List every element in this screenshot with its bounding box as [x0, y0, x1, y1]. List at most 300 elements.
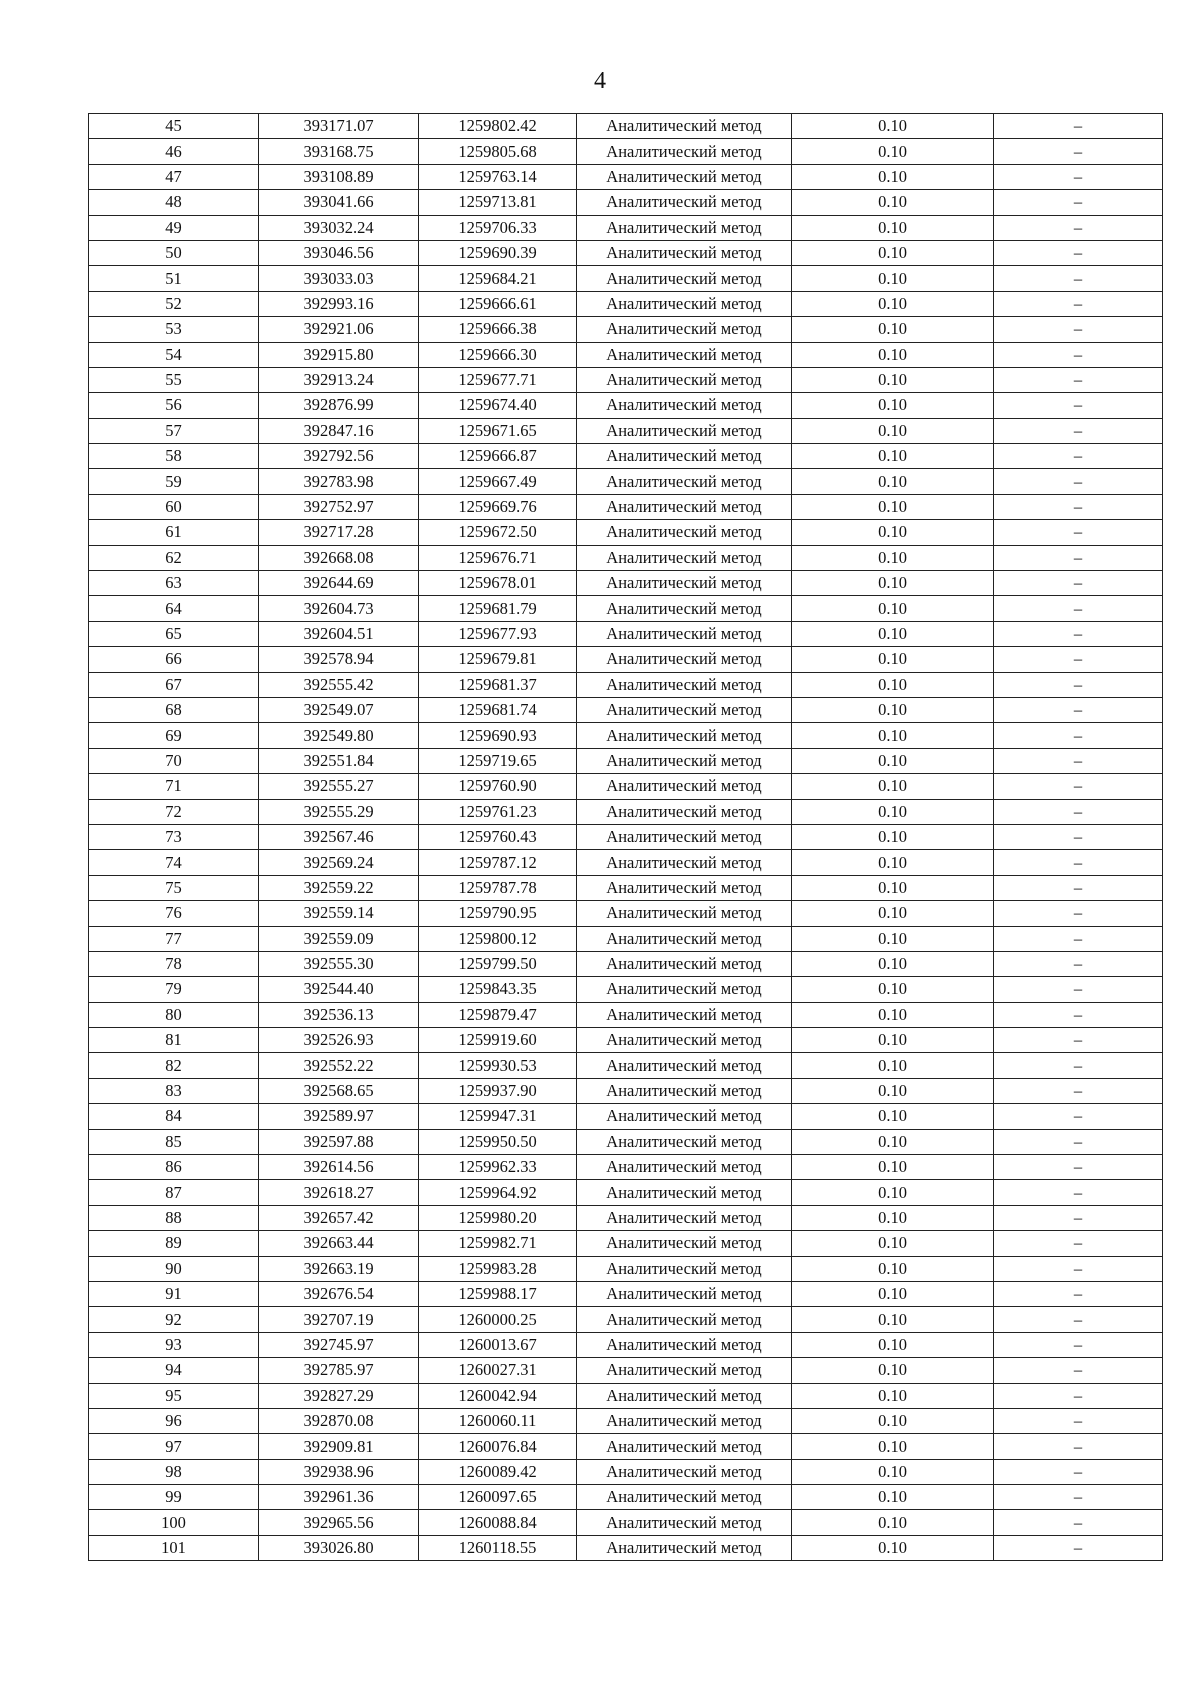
y-coordinate-cell: 1259666.38 [419, 317, 577, 342]
y-coordinate-cell: 1259677.93 [419, 621, 577, 646]
accuracy-cell: 0.10 [792, 1129, 994, 1154]
point-number-cell: 85 [89, 1129, 259, 1154]
note-cell: – [994, 571, 1163, 596]
note-cell: – [994, 1231, 1163, 1256]
accuracy-cell: 0.10 [792, 520, 994, 545]
method-cell: Аналитический метод [577, 1434, 792, 1459]
note-cell: – [994, 291, 1163, 316]
y-coordinate-cell: 1259937.90 [419, 1078, 577, 1103]
note-cell: – [994, 621, 1163, 646]
method-cell: Аналитический метод [577, 672, 792, 697]
table-row [89, 697, 1163, 722]
coordinates-table-body [89, 114, 1163, 1561]
table-row [89, 317, 1163, 342]
accuracy-cell: 0.10 [792, 291, 994, 316]
y-coordinate-cell: 1259930.53 [419, 1053, 577, 1078]
y-coordinate-cell: 1259678.01 [419, 571, 577, 596]
y-coordinate-cell: 1260088.84 [419, 1510, 577, 1535]
note-cell: – [994, 1281, 1163, 1306]
note-cell: – [994, 1078, 1163, 1103]
note-cell: – [994, 164, 1163, 189]
x-coordinate-cell: 392614.56 [259, 1155, 419, 1180]
y-coordinate-cell: 1259787.12 [419, 850, 577, 875]
point-number-cell: 69 [89, 723, 259, 748]
note-cell: – [994, 1434, 1163, 1459]
table-row [89, 469, 1163, 494]
note-cell: – [994, 215, 1163, 240]
y-coordinate-cell: 1259760.90 [419, 774, 577, 799]
method-cell: Аналитический метод [577, 1078, 792, 1103]
accuracy-cell: 0.10 [792, 393, 994, 418]
table-row [89, 951, 1163, 976]
x-coordinate-cell: 392597.88 [259, 1129, 419, 1154]
y-coordinate-cell: 1260076.84 [419, 1434, 577, 1459]
x-coordinate-cell: 393046.56 [259, 240, 419, 265]
accuracy-cell: 0.10 [792, 697, 994, 722]
method-cell: Аналитический метод [577, 926, 792, 951]
note-cell: – [994, 494, 1163, 519]
y-coordinate-cell: 1259964.92 [419, 1180, 577, 1205]
table-row [89, 1053, 1163, 1078]
table-row [89, 774, 1163, 799]
note-cell: – [994, 444, 1163, 469]
table-row [89, 621, 1163, 646]
method-cell: Аналитический метод [577, 647, 792, 672]
method-cell: Аналитический метод [577, 469, 792, 494]
point-number-cell: 61 [89, 520, 259, 545]
table-row [89, 1383, 1163, 1408]
point-number-cell: 50 [89, 240, 259, 265]
accuracy-cell: 0.10 [792, 1408, 994, 1433]
accuracy-cell: 0.10 [792, 977, 994, 1002]
accuracy-cell: 0.10 [792, 1104, 994, 1129]
note-cell: – [994, 1053, 1163, 1078]
point-number-cell: 84 [89, 1104, 259, 1129]
method-cell: Аналитический метод [577, 697, 792, 722]
note-cell: – [994, 520, 1163, 545]
x-coordinate-cell: 392847.16 [259, 418, 419, 443]
accuracy-cell: 0.10 [792, 926, 994, 951]
point-number-cell: 76 [89, 901, 259, 926]
method-cell: Аналитический метод [577, 774, 792, 799]
note-cell: – [994, 1358, 1163, 1383]
method-cell: Аналитический метод [577, 748, 792, 773]
y-coordinate-cell: 1259761.23 [419, 799, 577, 824]
point-number-cell: 51 [89, 266, 259, 291]
table-row [89, 342, 1163, 367]
table-row [89, 418, 1163, 443]
y-coordinate-cell: 1259719.65 [419, 748, 577, 773]
point-number-cell: 94 [89, 1358, 259, 1383]
point-number-cell: 88 [89, 1205, 259, 1230]
accuracy-cell: 0.10 [792, 1485, 994, 1510]
point-number-cell: 52 [89, 291, 259, 316]
table-row [89, 1129, 1163, 1154]
method-cell: Аналитический метод [577, 875, 792, 900]
y-coordinate-cell: 1259800.12 [419, 926, 577, 951]
accuracy-cell: 0.10 [792, 596, 994, 621]
point-number-cell: 91 [89, 1281, 259, 1306]
x-coordinate-cell: 392555.42 [259, 672, 419, 697]
point-number-cell: 59 [89, 469, 259, 494]
y-coordinate-cell: 1259666.61 [419, 291, 577, 316]
accuracy-cell: 0.10 [792, 748, 994, 773]
point-number-cell: 56 [89, 393, 259, 418]
accuracy-cell: 0.10 [792, 1459, 994, 1484]
note-cell: – [994, 367, 1163, 392]
x-coordinate-cell: 392915.80 [259, 342, 419, 367]
note-cell: – [994, 951, 1163, 976]
point-number-cell: 92 [89, 1307, 259, 1332]
page-number: 4 [594, 68, 606, 94]
y-coordinate-cell: 1259988.17 [419, 1281, 577, 1306]
method-cell: Аналитический метод [577, 520, 792, 545]
point-number-cell: 97 [89, 1434, 259, 1459]
table-row [89, 139, 1163, 164]
x-coordinate-cell: 393032.24 [259, 215, 419, 240]
accuracy-cell: 0.10 [792, 164, 994, 189]
accuracy-cell: 0.10 [792, 444, 994, 469]
x-coordinate-cell: 392913.24 [259, 367, 419, 392]
x-coordinate-cell: 392544.40 [259, 977, 419, 1002]
point-number-cell: 63 [89, 571, 259, 596]
point-number-cell: 60 [89, 494, 259, 519]
x-coordinate-cell: 392549.80 [259, 723, 419, 748]
y-coordinate-cell: 1260097.65 [419, 1485, 577, 1510]
x-coordinate-cell: 393108.89 [259, 164, 419, 189]
point-number-cell: 68 [89, 697, 259, 722]
point-number-cell: 73 [89, 824, 259, 849]
y-coordinate-cell: 1259790.95 [419, 901, 577, 926]
note-cell: – [994, 977, 1163, 1002]
table-row [89, 875, 1163, 900]
x-coordinate-cell: 392785.97 [259, 1358, 419, 1383]
method-cell: Аналитический метод [577, 723, 792, 748]
point-number-cell: 72 [89, 799, 259, 824]
method-cell: Аналитический метод [577, 596, 792, 621]
accuracy-cell: 0.10 [792, 1231, 994, 1256]
method-cell: Аналитический метод [577, 1408, 792, 1433]
note-cell: – [994, 1510, 1163, 1535]
point-number-cell: 101 [89, 1535, 259, 1560]
x-coordinate-cell: 393041.66 [259, 190, 419, 215]
y-coordinate-cell: 1259681.79 [419, 596, 577, 621]
note-cell: – [994, 748, 1163, 773]
accuracy-cell: 0.10 [792, 266, 994, 291]
method-cell: Аналитический метод [577, 190, 792, 215]
y-coordinate-cell: 1259676.71 [419, 545, 577, 570]
method-cell: Аналитический метод [577, 1155, 792, 1180]
table-row [89, 1434, 1163, 1459]
method-cell: Аналитический метод [577, 901, 792, 926]
method-cell: Аналитический метод [577, 342, 792, 367]
accuracy-cell: 0.10 [792, 1307, 994, 1332]
table-row [89, 672, 1163, 697]
note-cell: – [994, 469, 1163, 494]
point-number-cell: 74 [89, 850, 259, 875]
y-coordinate-cell: 1259982.71 [419, 1231, 577, 1256]
point-number-cell: 62 [89, 545, 259, 570]
note-cell: – [994, 266, 1163, 291]
table-row [89, 1028, 1163, 1053]
method-cell: Аналитический метод [577, 1510, 792, 1535]
point-number-cell: 48 [89, 190, 259, 215]
method-cell: Аналитический метод [577, 1535, 792, 1560]
method-cell: Аналитический метод [577, 139, 792, 164]
y-coordinate-cell: 1259679.81 [419, 647, 577, 672]
point-number-cell: 65 [89, 621, 259, 646]
accuracy-cell: 0.10 [792, 1028, 994, 1053]
accuracy-cell: 0.10 [792, 774, 994, 799]
table-row [89, 393, 1163, 418]
accuracy-cell: 0.10 [792, 571, 994, 596]
method-cell: Аналитический метод [577, 850, 792, 875]
y-coordinate-cell: 1259666.30 [419, 342, 577, 367]
accuracy-cell: 0.10 [792, 342, 994, 367]
accuracy-cell: 0.10 [792, 672, 994, 697]
note-cell: – [994, 697, 1163, 722]
point-number-cell: 96 [89, 1408, 259, 1433]
x-coordinate-cell: 392555.29 [259, 799, 419, 824]
accuracy-cell: 0.10 [792, 1002, 994, 1027]
table-row [89, 748, 1163, 773]
note-cell: – [994, 824, 1163, 849]
point-number-cell: 89 [89, 1231, 259, 1256]
point-number-cell: 49 [89, 215, 259, 240]
table-row [89, 1231, 1163, 1256]
method-cell: Аналитический метод [577, 1002, 792, 1027]
point-number-cell: 47 [89, 164, 259, 189]
method-cell: Аналитический метод [577, 393, 792, 418]
point-number-cell: 99 [89, 1485, 259, 1510]
point-number-cell: 83 [89, 1078, 259, 1103]
x-coordinate-cell: 392965.56 [259, 1510, 419, 1535]
table-row [89, 723, 1163, 748]
method-cell: Аналитический метод [577, 545, 792, 570]
accuracy-cell: 0.10 [792, 1434, 994, 1459]
note-cell: – [994, 1129, 1163, 1154]
x-coordinate-cell: 392589.97 [259, 1104, 419, 1129]
note-cell: – [994, 393, 1163, 418]
accuracy-cell: 0.10 [792, 1535, 994, 1560]
table-row [89, 1408, 1163, 1433]
point-number-cell: 80 [89, 1002, 259, 1027]
table-row [89, 520, 1163, 545]
note-cell: – [994, 926, 1163, 951]
accuracy-cell: 0.10 [792, 1205, 994, 1230]
note-cell: – [994, 1002, 1163, 1027]
accuracy-cell: 0.10 [792, 1510, 994, 1535]
method-cell: Аналитический метод [577, 367, 792, 392]
x-coordinate-cell: 392549.07 [259, 697, 419, 722]
accuracy-cell: 0.10 [792, 1281, 994, 1306]
y-coordinate-cell: 1260000.25 [419, 1307, 577, 1332]
x-coordinate-cell: 392961.36 [259, 1485, 419, 1510]
accuracy-cell: 0.10 [792, 951, 994, 976]
y-coordinate-cell: 1259666.87 [419, 444, 577, 469]
note-cell: – [994, 1332, 1163, 1357]
y-coordinate-cell: 1260118.55 [419, 1535, 577, 1560]
x-coordinate-cell: 392663.44 [259, 1231, 419, 1256]
accuracy-cell: 0.10 [792, 190, 994, 215]
method-cell: Аналитический метод [577, 1307, 792, 1332]
note-cell: – [994, 901, 1163, 926]
point-number-cell: 95 [89, 1383, 259, 1408]
x-coordinate-cell: 392676.54 [259, 1281, 419, 1306]
coordinates-table [88, 113, 1163, 1561]
point-number-cell: 75 [89, 875, 259, 900]
method-cell: Аналитический метод [577, 1459, 792, 1484]
method-cell: Аналитический метод [577, 215, 792, 240]
x-coordinate-cell: 392870.08 [259, 1408, 419, 1433]
y-coordinate-cell: 1259879.47 [419, 1002, 577, 1027]
accuracy-cell: 0.10 [792, 367, 994, 392]
method-cell: Аналитический метод [577, 317, 792, 342]
x-coordinate-cell: 392668.08 [259, 545, 419, 570]
method-cell: Аналитический метод [577, 1231, 792, 1256]
point-number-cell: 45 [89, 114, 259, 139]
y-coordinate-cell: 1260042.94 [419, 1383, 577, 1408]
method-cell: Аналитический метод [577, 291, 792, 316]
note-cell: – [994, 1256, 1163, 1281]
accuracy-cell: 0.10 [792, 850, 994, 875]
point-number-cell: 54 [89, 342, 259, 367]
x-coordinate-cell: 392555.30 [259, 951, 419, 976]
y-coordinate-cell: 1259843.35 [419, 977, 577, 1002]
x-coordinate-cell: 392993.16 [259, 291, 419, 316]
note-cell: – [994, 114, 1163, 139]
accuracy-cell: 0.10 [792, 114, 994, 139]
method-cell: Аналитический метод [577, 1358, 792, 1383]
point-number-cell: 86 [89, 1155, 259, 1180]
accuracy-cell: 0.10 [792, 875, 994, 900]
x-coordinate-cell: 392569.24 [259, 850, 419, 875]
accuracy-cell: 0.10 [792, 1155, 994, 1180]
y-coordinate-cell: 1259799.50 [419, 951, 577, 976]
y-coordinate-cell: 1259760.43 [419, 824, 577, 849]
method-cell: Аналитический метод [577, 951, 792, 976]
note-cell: – [994, 647, 1163, 672]
accuracy-cell: 0.10 [792, 1383, 994, 1408]
y-coordinate-cell: 1260060.11 [419, 1408, 577, 1433]
x-coordinate-cell: 393171.07 [259, 114, 419, 139]
x-coordinate-cell: 392567.46 [259, 824, 419, 849]
accuracy-cell: 0.10 [792, 317, 994, 342]
note-cell: – [994, 774, 1163, 799]
note-cell: – [994, 799, 1163, 824]
accuracy-cell: 0.10 [792, 824, 994, 849]
note-cell: – [994, 672, 1163, 697]
table-row [89, 1155, 1163, 1180]
x-coordinate-cell: 392707.19 [259, 1307, 419, 1332]
table-row [89, 1535, 1163, 1560]
table-row [89, 571, 1163, 596]
method-cell: Аналитический метод [577, 1281, 792, 1306]
accuracy-cell: 0.10 [792, 1180, 994, 1205]
y-coordinate-cell: 1259681.37 [419, 672, 577, 697]
y-coordinate-cell: 1259690.39 [419, 240, 577, 265]
point-number-cell: 67 [89, 672, 259, 697]
x-coordinate-cell: 392568.65 [259, 1078, 419, 1103]
table-row [89, 1307, 1163, 1332]
method-cell: Аналитический метод [577, 571, 792, 596]
x-coordinate-cell: 392663.19 [259, 1256, 419, 1281]
x-coordinate-cell: 392938.96 [259, 1459, 419, 1484]
y-coordinate-cell: 1259671.65 [419, 418, 577, 443]
table-row [89, 444, 1163, 469]
point-number-cell: 64 [89, 596, 259, 621]
x-coordinate-cell: 392604.73 [259, 596, 419, 621]
accuracy-cell: 0.10 [792, 901, 994, 926]
method-cell: Аналитический метод [577, 1383, 792, 1408]
point-number-cell: 98 [89, 1459, 259, 1484]
table-row [89, 190, 1163, 215]
note-cell: – [994, 190, 1163, 215]
x-coordinate-cell: 392783.98 [259, 469, 419, 494]
y-coordinate-cell: 1259706.33 [419, 215, 577, 240]
y-coordinate-cell: 1259713.81 [419, 190, 577, 215]
y-coordinate-cell: 1259962.33 [419, 1155, 577, 1180]
table-row [89, 799, 1163, 824]
method-cell: Аналитический метод [577, 266, 792, 291]
point-number-cell: 82 [89, 1053, 259, 1078]
x-coordinate-cell: 392876.99 [259, 393, 419, 418]
note-cell: – [994, 1205, 1163, 1230]
note-cell: – [994, 1180, 1163, 1205]
accuracy-cell: 0.10 [792, 723, 994, 748]
method-cell: Аналитический метод [577, 164, 792, 189]
y-coordinate-cell: 1259690.93 [419, 723, 577, 748]
accuracy-cell: 0.10 [792, 799, 994, 824]
method-cell: Аналитический метод [577, 1256, 792, 1281]
y-coordinate-cell: 1259787.78 [419, 875, 577, 900]
point-number-cell: 81 [89, 1028, 259, 1053]
note-cell: – [994, 875, 1163, 900]
table-row [89, 494, 1163, 519]
x-coordinate-cell: 392604.51 [259, 621, 419, 646]
table-row [89, 850, 1163, 875]
method-cell: Аналитический метод [577, 494, 792, 519]
accuracy-cell: 0.10 [792, 494, 994, 519]
note-cell: – [994, 1459, 1163, 1484]
table-row [89, 926, 1163, 951]
y-coordinate-cell: 1259805.68 [419, 139, 577, 164]
x-coordinate-cell: 392644.69 [259, 571, 419, 596]
y-coordinate-cell: 1260027.31 [419, 1358, 577, 1383]
table-row [89, 1078, 1163, 1103]
note-cell: – [994, 317, 1163, 342]
accuracy-cell: 0.10 [792, 1078, 994, 1103]
table-row [89, 901, 1163, 926]
method-cell: Аналитический метод [577, 418, 792, 443]
note-cell: – [994, 723, 1163, 748]
x-coordinate-cell: 392657.42 [259, 1205, 419, 1230]
method-cell: Аналитический метод [577, 1485, 792, 1510]
x-coordinate-cell: 393026.80 [259, 1535, 419, 1560]
point-number-cell: 100 [89, 1510, 259, 1535]
x-coordinate-cell: 392559.22 [259, 875, 419, 900]
y-coordinate-cell: 1259667.49 [419, 469, 577, 494]
y-coordinate-cell: 1259684.21 [419, 266, 577, 291]
y-coordinate-cell: 1259681.74 [419, 697, 577, 722]
table-row [89, 1281, 1163, 1306]
method-cell: Аналитический метод [577, 977, 792, 1002]
method-cell: Аналитический метод [577, 240, 792, 265]
point-number-cell: 87 [89, 1180, 259, 1205]
point-number-cell: 46 [89, 139, 259, 164]
y-coordinate-cell: 1259672.50 [419, 520, 577, 545]
y-coordinate-cell: 1259674.40 [419, 393, 577, 418]
